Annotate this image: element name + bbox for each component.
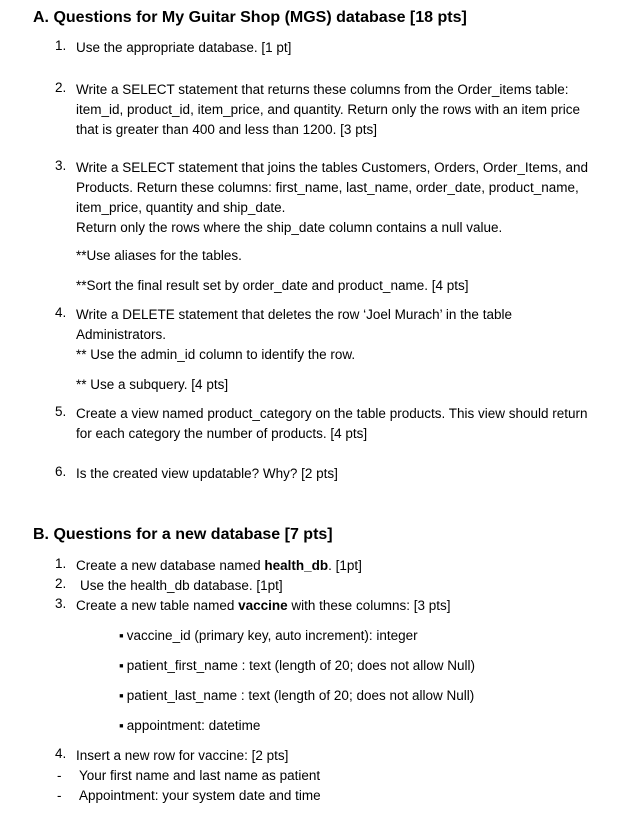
question-number: 6. xyxy=(55,464,67,479)
dash-icon: - xyxy=(57,788,62,803)
column-text: appointment: datetime xyxy=(126,718,261,733)
question-text: Write a SELECT statement that returns these columns from the Order_items table: xyxy=(76,82,569,97)
question-number: 2. xyxy=(55,576,67,591)
question-a6 xyxy=(55,464,615,484)
column-text: vaccine_id (primary key, auto increment): integer xyxy=(126,628,418,643)
question-text: Use the appropriate database. [1 pt] xyxy=(76,40,292,55)
question-text: Administrators. xyxy=(76,327,167,342)
dash-text: Appointment: your system date and time xyxy=(79,788,321,803)
question-b1 xyxy=(55,556,615,576)
question-text: item_id, product_id, item_price, and quantity. Return only the rows with an item price xyxy=(76,102,580,117)
bullet-icon: ▪ xyxy=(119,628,124,643)
question-b3 xyxy=(55,596,615,616)
question-text: for each category the number of products. [4 pts] xyxy=(76,426,368,441)
column-item xyxy=(119,656,475,676)
question-b4 xyxy=(55,746,615,766)
column-text: patient_last_name : text (length of 20; does not allow Null) xyxy=(126,688,475,703)
bullet-icon: ▪ xyxy=(119,688,124,703)
question-a3-note-sort: **Sort the final result set by order_date and product_name. [4 pts] xyxy=(76,278,469,293)
dash-icon: - xyxy=(57,768,62,783)
question-number: 3. xyxy=(55,596,67,611)
dash-item xyxy=(57,766,320,786)
question-number: 4. xyxy=(55,305,67,320)
question-text: Return only the rows where the ship_date column contains a null value. xyxy=(76,220,503,235)
column-item xyxy=(119,686,474,706)
question-text: Create a view named product_category on the table products. This view should return xyxy=(76,406,588,421)
question-number: 1. xyxy=(55,38,67,53)
question-text: that is greater than 400 and less than 1200. [3 pts] xyxy=(76,122,377,137)
question-text-part: with these columns: [3 pts] xyxy=(287,598,451,613)
bullet-icon: ▪ xyxy=(119,658,124,673)
question-a4-note-admin-id: ** Use the admin_id column to identify the row. xyxy=(76,347,356,362)
question-text: item_price, quantity and ship_date. xyxy=(76,200,286,215)
section-b-heading: B. Questions for a new database [7 pts] xyxy=(33,526,333,543)
question-text-part: Create a new database named xyxy=(76,558,265,573)
question-a4-note-subquery: ** Use a subquery. [4 pts] xyxy=(76,377,229,392)
question-number: 4. xyxy=(55,746,67,761)
column-text: patient_first_name : text (length of 20; does not allow Null) xyxy=(126,658,475,673)
question-a3-note-aliases: **Use aliases for the tables. xyxy=(76,248,242,263)
question-text-part: . [1pt] xyxy=(328,558,362,573)
question-text: Is the created view updatable? Why? [2 pts] xyxy=(76,466,338,481)
dash-item xyxy=(57,786,321,806)
database-name: health_db xyxy=(264,558,329,573)
column-item xyxy=(119,716,260,736)
column-item xyxy=(119,626,418,646)
question-a4 xyxy=(55,305,615,345)
question-text-part: Create a new table named xyxy=(76,598,239,613)
question-text: Use the health_db database. [1pt] xyxy=(80,578,283,593)
question-a1 xyxy=(55,38,615,58)
question-a5 xyxy=(55,404,615,444)
question-text: Products. Return these columns: first_name, last_name, order_date, product_name, xyxy=(76,180,579,195)
question-text xyxy=(76,596,615,616)
table-name: vaccine xyxy=(238,598,288,613)
question-text xyxy=(76,556,615,576)
question-b2 xyxy=(55,576,615,596)
question-number: 2. xyxy=(55,80,67,95)
question-text: Write a DELETE statement that deletes the row ‘Joel Murach’ in the table xyxy=(76,307,512,322)
bullet-icon: ▪ xyxy=(119,718,124,733)
question-a2 xyxy=(55,80,615,140)
section-a-heading: A. Questions for My Guitar Shop (MGS) database [18 pts] xyxy=(33,9,467,26)
question-number: 5. xyxy=(55,404,67,419)
question-text: Insert a new row for vaccine: [2 pts] xyxy=(76,748,289,763)
question-number: 3. xyxy=(55,158,67,173)
question-text: Write a SELECT statement that joins the tables Customers, Orders, Order_Items, and xyxy=(76,160,588,175)
question-number: 1. xyxy=(55,556,67,571)
question-a3 xyxy=(55,158,615,238)
dash-text: Your first name and last name as patient xyxy=(79,768,321,783)
